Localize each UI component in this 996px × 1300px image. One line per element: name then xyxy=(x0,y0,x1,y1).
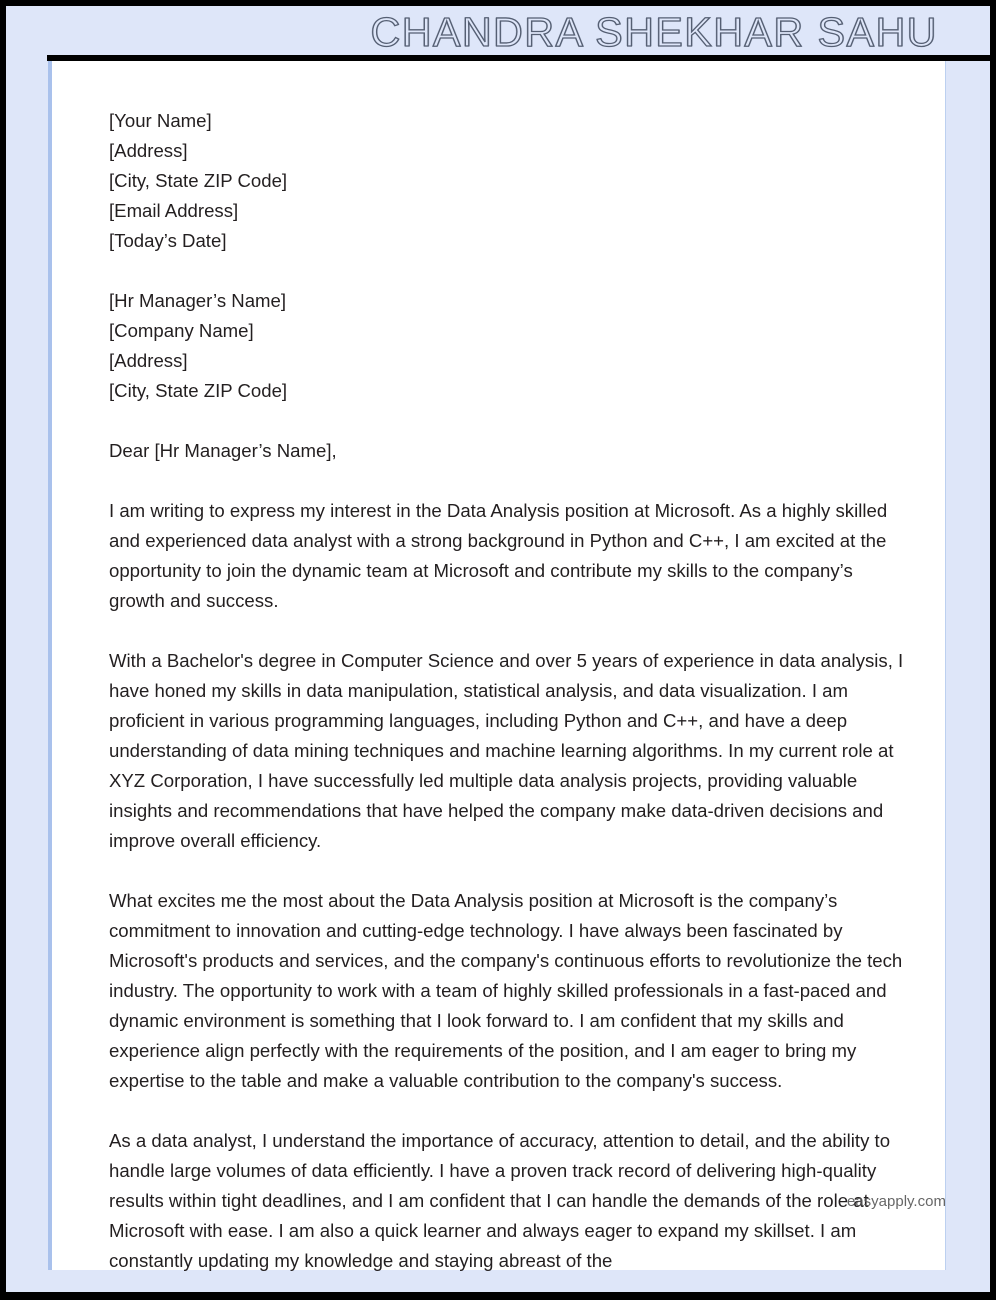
sender-line: [City, State ZIP Code] xyxy=(109,170,288,191)
recipient-line: [City, State ZIP Code] xyxy=(109,380,288,401)
body-paragraph-1: I am writing to express my interest in the Data Analysis position at Microsoft. As a highly skilled and experienced data analyst with a strong background in Python and C++, I am excited at the opportunity to join the dynamic team at Microsoft and contribute my skills to the company’s growth and success. xyxy=(109,500,888,611)
body-paragraph-2: With a Bachelor's degree in Computer Science and over 5 years of experience in data analysis, I have honed my skills in data manipulation, statistical analysis, and data visualization. I am proficient in various programming languages, including Python and C++, and have a deep understanding of data mining techniques and machine learning algorithms. In my current role at XYZ Corporation, I have successfully led multiple data analysis projects, providing valuable insights and recommendations that have helped the company make data-driven decisions and improve overall efficiency. xyxy=(109,650,904,851)
body-paragraph-4: As a data analyst, I understand the importance of accuracy, attention to detail, and the ability to handle large volumes of data efficiently. I have a proven track record of delivering high-quality results within tight deadlines, and I am confident that I can handle the demands of the role at Microsoft with ease. I am also a quick learner and always eager to expand my skillset. I am constantly updating my knowledge and staying abreast of the xyxy=(109,1130,891,1271)
spacer xyxy=(109,1096,909,1126)
spacer xyxy=(109,256,909,286)
recipient-address-block xyxy=(109,286,909,406)
body-paragraph-3: What excites me the most about the Data Analysis position at Microsoft is the company’s commitment to innovation and cutting-edge technology. I have always been fascinated by Microsoft's products and services, and the company's continuous efforts to revolutionize the tech industry. The opportunity to work with a team of highly skilled professionals in a fast-paced and dynamic environment is something that I look forward to. I am confident that my skills and experience align perfectly with the requirements of the position, and I am eager to bring my expertise to the table and make a valuable contribution to the company's success. xyxy=(109,890,903,1091)
spacer xyxy=(109,616,909,646)
sender-line: [Email Address] xyxy=(109,200,239,221)
letter-page xyxy=(48,61,946,1270)
recipient-line: [Address] xyxy=(109,350,188,371)
recipient-line: [Company Name] xyxy=(109,320,254,341)
spacer xyxy=(109,406,909,436)
document-canvas xyxy=(6,6,990,1292)
recipient-line: [Hr Manager’s Name] xyxy=(109,290,287,311)
letter-body xyxy=(109,106,909,1276)
spacer xyxy=(109,856,909,886)
letterhead-band xyxy=(6,6,990,55)
sender-line: [Your Name] xyxy=(109,110,212,131)
watermark: easyapply.com xyxy=(847,1193,946,1210)
sender-line: [Address] xyxy=(109,140,188,161)
spacer xyxy=(109,466,909,496)
letterhead-name: CHANDRA SHEKHAR SAHU xyxy=(370,9,938,55)
sender-line: [Today’s Date] xyxy=(109,230,227,251)
salutation: Dear [Hr Manager’s Name], xyxy=(109,440,337,461)
sender-address-block xyxy=(109,106,909,256)
